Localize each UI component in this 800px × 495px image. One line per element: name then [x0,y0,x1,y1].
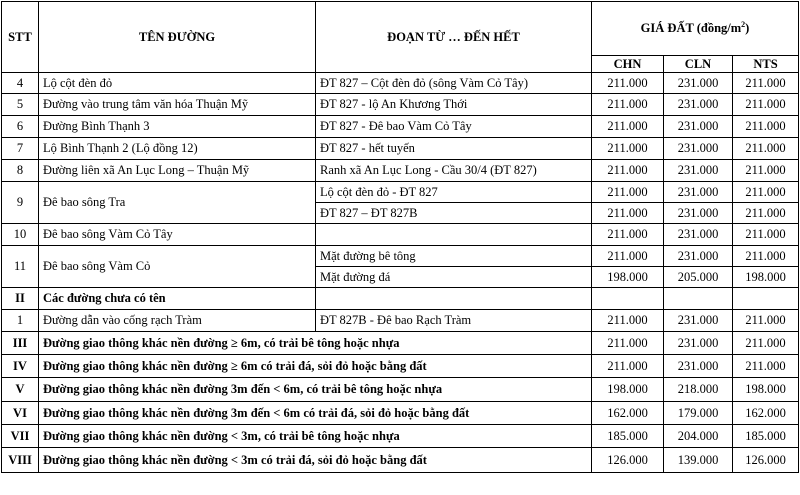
row-price-nts: 211.000 [733,116,799,138]
row-stt: 7 [2,138,39,160]
table-row [2,182,799,203]
row-price-cln: 231.000 [664,94,733,116]
row-price-chn: 211.000 [592,182,664,203]
row-price-cln: 179.000 [664,402,733,425]
row-price-cln: 231.000 [664,224,733,246]
row-price-nts [733,288,799,310]
table-row [2,425,799,448]
row-price-nts: 211.000 [733,224,799,246]
row-stt: 11 [2,246,39,288]
row-price-cln: 231.000 [664,203,733,224]
row-road-name: Đường vào trung tâm văn hóa Thuận Mỹ [39,94,316,116]
table-row [2,246,799,267]
row-price-chn: 211.000 [592,203,664,224]
row-price-chn: 126.000 [592,448,664,473]
row-stt: VII [2,425,39,448]
row-road-name: Đường giao thông khác nền đường < 3m có trải đá, sỏi đỏ hoặc bằng đất [39,448,592,473]
row-segment: Mặt đường bê tông [316,246,592,267]
row-price-chn: 211.000 [592,94,664,116]
row-price-nts: 198.000 [733,378,799,402]
row-stt: VI [2,402,39,425]
row-segment: Ranh xã An Lục Long - Cầu 30/4 (ĐT 827) [316,160,592,182]
row-segment: ĐT 827 - lộ An Khương Thới [316,94,592,116]
row-price-nts: 211.000 [733,332,799,355]
table-row [2,116,799,138]
header-gia-dat-superscript: 2 [741,19,746,29]
header-doan-tu: ĐOẠN TỪ … ĐẾN HẾT [316,2,592,73]
row-price-chn: 198.000 [592,378,664,402]
row-price-cln: 231.000 [664,246,733,267]
header-chn: CHN [592,56,664,73]
row-segment: ĐT 827 - hết tuyến [316,138,592,160]
row-stt: 6 [2,116,39,138]
table-row [2,448,799,473]
row-road-name: Đường giao thông khác nền đường < 3m, có trải bê tông hoặc nhựa [39,425,592,448]
row-road-name: Đường liên xã An Lục Long – Thuận Mỹ [39,160,316,182]
row-price-nts: 211.000 [733,160,799,182]
row-price-cln: 204.000 [664,425,733,448]
row-price-chn: 211.000 [592,116,664,138]
row-price-nts: 211.000 [733,138,799,160]
row-segment: Mặt đường đá [316,267,592,288]
row-road-name: Đường Bình Thạnh 3 [39,116,316,138]
row-segment [316,288,592,310]
row-road-name: Đường dẫn vào cống rạch Tràm [39,310,316,332]
table-row [2,378,799,402]
row-price-chn: 211.000 [592,246,664,267]
row-price-chn: 162.000 [592,402,664,425]
row-price-cln: 218.000 [664,378,733,402]
header-cln: CLN [664,56,733,73]
row-stt: III [2,332,39,355]
row-price-nts: 211.000 [733,246,799,267]
row-stt: 8 [2,160,39,182]
row-stt: VIII [2,448,39,473]
row-price-nts: 211.000 [733,73,799,94]
header-nts: NTS [733,56,799,73]
row-road-name: Đê bao sông Tra [39,182,316,224]
row-road-name: Lộ cột đèn đỏ [39,73,316,94]
table-row [2,402,799,425]
row-price-cln: 139.000 [664,448,733,473]
row-road-name: Đường giao thông khác nền đường 3m đến < 6m, có trải bê tông hoặc nhựa [39,378,592,402]
header-ten-duong: TÊN ĐƯỜNG [39,2,316,73]
section-title: Các đường chưa có tên [39,288,316,310]
row-stt: 10 [2,224,39,246]
row-segment: ĐT 827 – Cột đèn đỏ (sông Vàm Cỏ Tây) [316,73,592,94]
row-price-cln: 231.000 [664,160,733,182]
row-segment: ĐT 827 - Đê bao Vàm Cỏ Tây [316,116,592,138]
row-stt: 1 [2,310,39,332]
row-price-chn: 211.000 [592,224,664,246]
table-row [2,355,799,378]
row-road-name: Lộ Bình Thạnh 2 (Lộ đồng 12) [39,138,316,160]
row-stt: 4 [2,73,39,94]
row-segment: ĐT 827 – ĐT 827B [316,203,592,224]
row-price-cln: 231.000 [664,73,733,94]
header-stt: STT [2,2,39,73]
row-price-chn: 211.000 [592,73,664,94]
row-price-nts: 185.000 [733,425,799,448]
row-road-name: Đường giao thông khác nền đường ≥ 6m, có trải bê tông hoặc nhựa [39,332,592,355]
header-gia-dat-close: ) [745,21,750,35]
row-price-chn: 211.000 [592,332,664,355]
table-row [2,332,799,355]
row-price-chn: 185.000 [592,425,664,448]
row-price-nts: 162.000 [733,402,799,425]
table-row [2,94,799,116]
row-price-cln: 231.000 [664,332,733,355]
row-price-cln: 231.000 [664,116,733,138]
row-price-chn [592,288,664,310]
row-price-cln: 231.000 [664,355,733,378]
row-price-nts: 211.000 [733,182,799,203]
row-segment: Lộ cột đèn đỏ - ĐT 827 [316,182,592,203]
row-price-cln: 231.000 [664,138,733,160]
row-segment: ĐT 827B - Đê bao Rạch Tràm [316,310,592,332]
row-price-nts: 211.000 [733,355,799,378]
row-segment [316,224,592,246]
section-row [2,288,799,310]
row-price-chn: 198.000 [592,267,664,288]
row-stt: 5 [2,94,39,116]
table-row [2,160,799,182]
header-gia-dat-text: GIÁ ĐẤT (đồng/m [640,21,742,35]
table-row [2,73,799,94]
row-road-name: Đê bao sông Vàm Cỏ Tây [39,224,316,246]
row-road-name: Đường giao thông khác nền đường 3m đến < 6m có trải đá, sỏi đỏ hoặc bằng đất [39,402,592,425]
row-price-cln: 231.000 [664,310,733,332]
row-stt: V [2,378,39,402]
row-road-name: Đường giao thông khác nền đường ≥ 6m có trải đá, sỏi đỏ hoặc bằng đất [39,355,592,378]
row-stt: IV [2,355,39,378]
row-price-nts: 211.000 [733,94,799,116]
row-price-cln: 205.000 [664,267,733,288]
row-price-chn: 211.000 [592,355,664,378]
row-price-nts: 211.000 [733,310,799,332]
table-row [2,310,799,332]
land-price-table [1,1,799,473]
row-price-chn: 211.000 [592,160,664,182]
row-price-chn: 211.000 [592,310,664,332]
row-price-nts: 126.000 [733,448,799,473]
row-price-nts: 211.000 [733,203,799,224]
row-road-name: Đê bao sông Vàm Cỏ [39,246,316,288]
row-stt: 9 [2,182,39,224]
row-price-cln [664,288,733,310]
header-gia-dat [592,2,799,56]
row-price-chn: 211.000 [592,138,664,160]
table-row [2,224,799,246]
table-row [2,138,799,160]
row-price-cln: 231.000 [664,182,733,203]
section-stt: II [2,288,39,310]
row-price-nts: 198.000 [733,267,799,288]
